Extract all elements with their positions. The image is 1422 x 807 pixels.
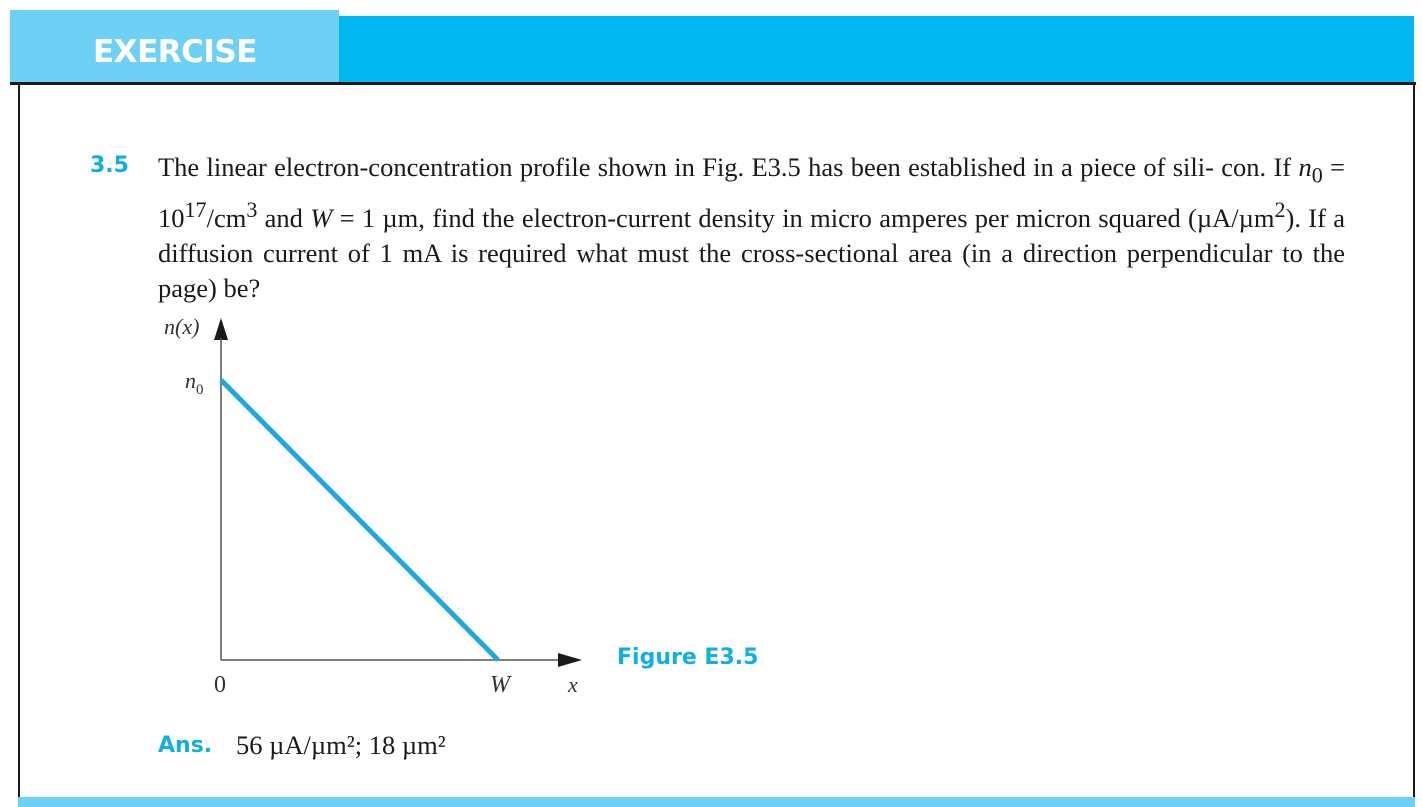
n0-axis-label-sub: 0: [196, 382, 204, 398]
concentration-profile-line: [221, 380, 498, 660]
answer-text: 56 µA/µm²; 18 µm²: [236, 730, 446, 760]
per-cm: /cm: [206, 203, 247, 234]
n0-axis-label-main: n: [185, 368, 196, 393]
n0-axis-label: [185, 368, 204, 398]
exponent-2: 2: [1274, 197, 1286, 223]
y-axis-label: n(x): [164, 314, 200, 339]
statement-and: and: [257, 203, 311, 234]
statement-middle: = 1 µm, find the electron-current density in micro amperes per micron squared (µA/µm: [332, 203, 1275, 234]
exercise-header-label: EXERCISE: [93, 34, 257, 70]
statement-line-1: The linear electron-concentration profile shown in Fig. E3.5 has been established in a piece of sili-: [158, 152, 1214, 182]
bottom-accent-bar: [18, 797, 1415, 807]
frame-right-border: [1413, 85, 1415, 797]
exponent-3: 3: [246, 197, 258, 223]
x-axis-label: x: [568, 672, 578, 697]
w-symbol: W: [310, 203, 333, 234]
n0-subscript: 0: [1311, 162, 1323, 188]
y-axis-arrowhead: [214, 318, 228, 340]
exercise-number: 3.5: [90, 153, 129, 178]
statement-end: ). If a diffusion current of 1 mA is required what must the cross-sectional area (in a direction perpendicular to the page) be?: [158, 203, 1352, 304]
header-rule: [10, 82, 1416, 85]
figure-caption: Figure E3.5: [617, 645, 759, 670]
exponent-17: 17: [184, 197, 207, 223]
frame-left-border: [18, 85, 20, 797]
statement-con-if: con. If: [1221, 152, 1299, 182]
exercise-statement: [158, 150, 1352, 306]
origin-label: 0: [214, 672, 226, 698]
w-label: W: [490, 672, 510, 698]
n0-equals: = 10: [158, 152, 1352, 234]
figure-e3-5: [150, 300, 630, 710]
answer-label: Ans.: [158, 733, 213, 758]
x-axis-arrowhead: [558, 653, 582, 667]
n0-symbol: n: [1298, 152, 1312, 182]
